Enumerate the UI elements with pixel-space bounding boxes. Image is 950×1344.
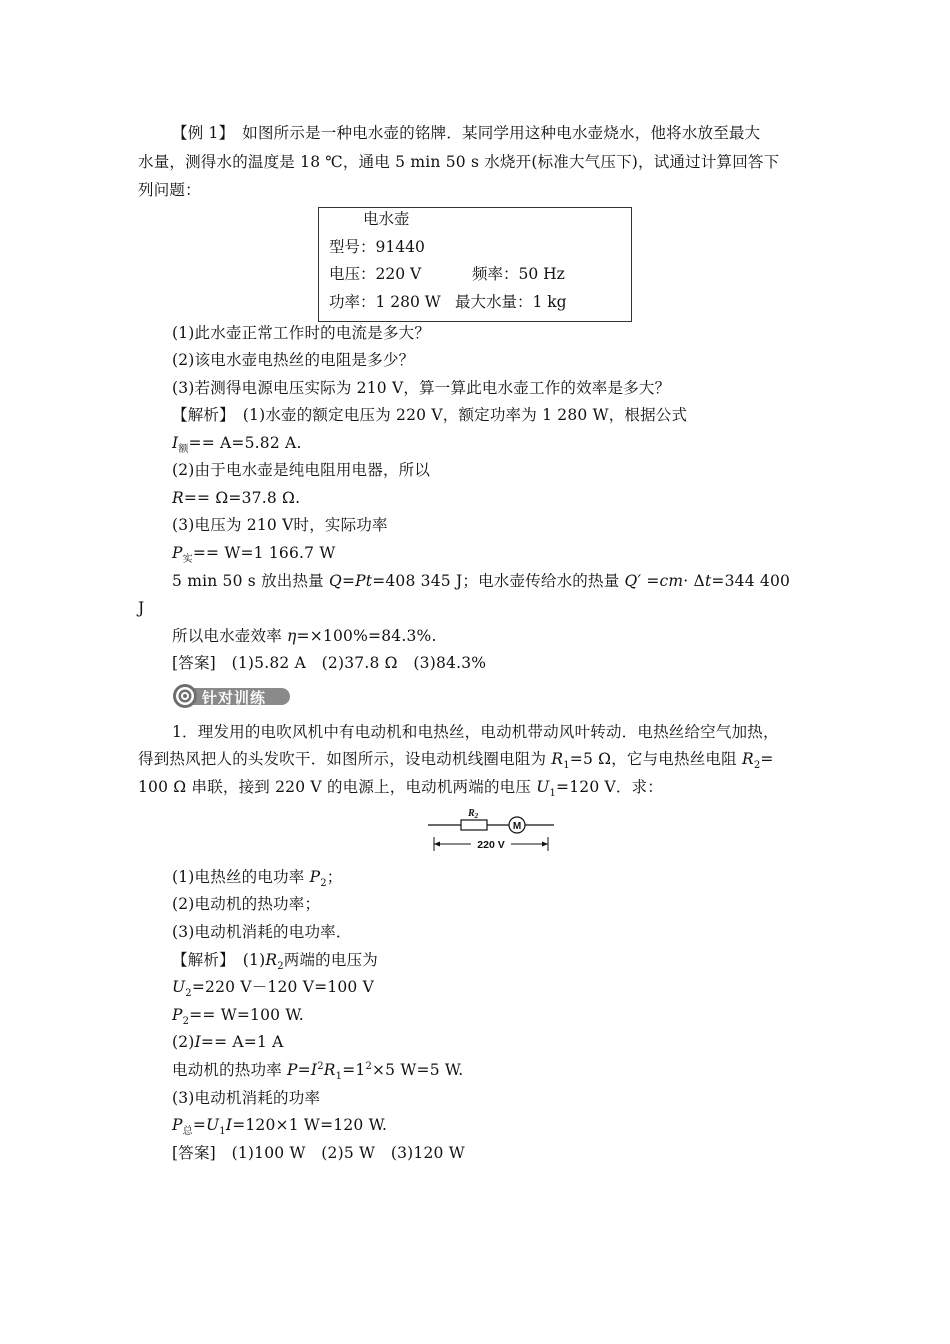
voltage-label: 220 V — [477, 839, 505, 851]
analysis-line-9: 所以电水壶效率 η=×100%=84.3%. — [172, 627, 437, 645]
exercise-line-2: 得到热风把人的头发吹干．如图所示，设电动机线圈电阻为 $R_1=5$ Ω，它与电热丝电阻 $R_2=$ — [138, 750, 774, 772]
exercise-analysis-5: 电动机的热功率 $P=I^2R_1=1^2\times 5$ W=5 W. — [172, 1060, 464, 1083]
nameplate-power: 功率：1 280 W — [329, 293, 441, 311]
section-banner — [172, 683, 292, 709]
nameplate-frequency: 频率：50 Hz — [472, 265, 565, 283]
exercise-line-1: 1．理发用的电吹风机中有电动机和电热丝，电动机带动风叶转动．电热丝给空气加热， — [172, 723, 779, 741]
analysis-line-4: R== Ω=37.8 Ω. — [172, 489, 301, 507]
exercise-analysis-6: (3)电动机消耗的功率 — [172, 1089, 321, 1107]
nameplate-title: 电水壶 — [363, 210, 410, 228]
nameplate-capacity: 最大水量：1 kg — [455, 293, 567, 311]
exercise-analysis-7: $P_总=U_1I=120\times 1$ W=120 W. — [172, 1116, 388, 1138]
kettle-nameplate — [318, 207, 632, 322]
analysis-line-8: J — [138, 599, 145, 617]
analysis-line-2: $I_额== A=5.82$ A. — [172, 434, 302, 456]
exercise-line-3: 100 Ω 串联，接到 220 V 的电源上，电动机两端的电压 $U_1=120$ V．求： — [138, 778, 664, 800]
exercise-analysis-4: (2)I== A=1 A — [172, 1033, 284, 1051]
example-line-3: 列问题： — [138, 181, 201, 199]
motor-label: M — [512, 821, 522, 832]
exercise-analysis-label: 【解析】 — [172, 951, 228, 969]
exercise-question-2: (2)电动机的热功率； — [172, 895, 321, 913]
analysis-line-5: (3)电压为 210 V时，实际功率 — [172, 516, 388, 534]
dim-arrow-left — [434, 842, 440, 847]
answer-line: [答案] (1)5.82 A (2)37.8 Ω (3)84.3% — [172, 654, 487, 672]
resistor-label: $R_2$ — [468, 808, 479, 820]
exercise-analysis-2: $U_2=220$ V－120 V=100 V — [172, 978, 375, 1000]
nameplate-voltage: 电压：220 V — [329, 265, 422, 283]
analysis-line-1: 【解析】 (1)水壶的额定电压为 220 V，额定功率为 1 280 W，根据公式 — [172, 406, 688, 424]
example-line-1: 【例 1】 如图所示是一种电水壶的铭牌．某同学用这种电水壶烧水，他将水放至最大 — [172, 124, 761, 142]
analysis-label: 【解析】 — [172, 406, 228, 424]
resistor-r2 — [461, 820, 487, 830]
exercise-question-1: (1)电热丝的电功率 $P_2$； — [172, 868, 343, 890]
example-line-2: 水量，测得水的温度是 18 ℃，通电 5 min 50 s 水烧开(标准大气压下)，试通过计算回答下 — [138, 153, 780, 171]
analysis-line-6: $P_实== W=1$ 166.7 W — [172, 544, 336, 566]
analysis-line-3: (2)由于电水壶是纯电阻用电器，所以 — [172, 461, 431, 479]
question-3: (3)若测得电源电压实际为 210 V，算一算此电水壶工作的效率是多大？ — [172, 379, 671, 397]
nameplate-model: 型号：91440 — [329, 238, 425, 256]
exercise-question-3: (3)电动机消耗的电功率． — [172, 923, 352, 941]
exercise-answer: [答案] (1)100 W (2)5 W (3)120 W — [172, 1144, 465, 1162]
question-2: (2)该电水壶电热丝的电阻是多少？ — [172, 351, 415, 369]
question-1: (1)此水壶正常工作时的电流是多大？ — [172, 324, 431, 342]
exercise-analysis-3: $P_2== W=100$ W. — [172, 1006, 304, 1028]
circuit-diagram — [428, 805, 556, 855]
banner-label: 针对训练 — [202, 689, 267, 707]
analysis-line-7: 5 min 50 s 放出热量 Q=Pt=408 345 J；电水壶传给水的热量 Q′ =cm· Δt=344 400 — [172, 572, 791, 590]
target-icon — [172, 683, 200, 709]
dim-arrow-right — [542, 842, 548, 847]
exercise-analysis-1: 【解析】 $(1)R_2$两端的电压为 — [172, 951, 378, 973]
